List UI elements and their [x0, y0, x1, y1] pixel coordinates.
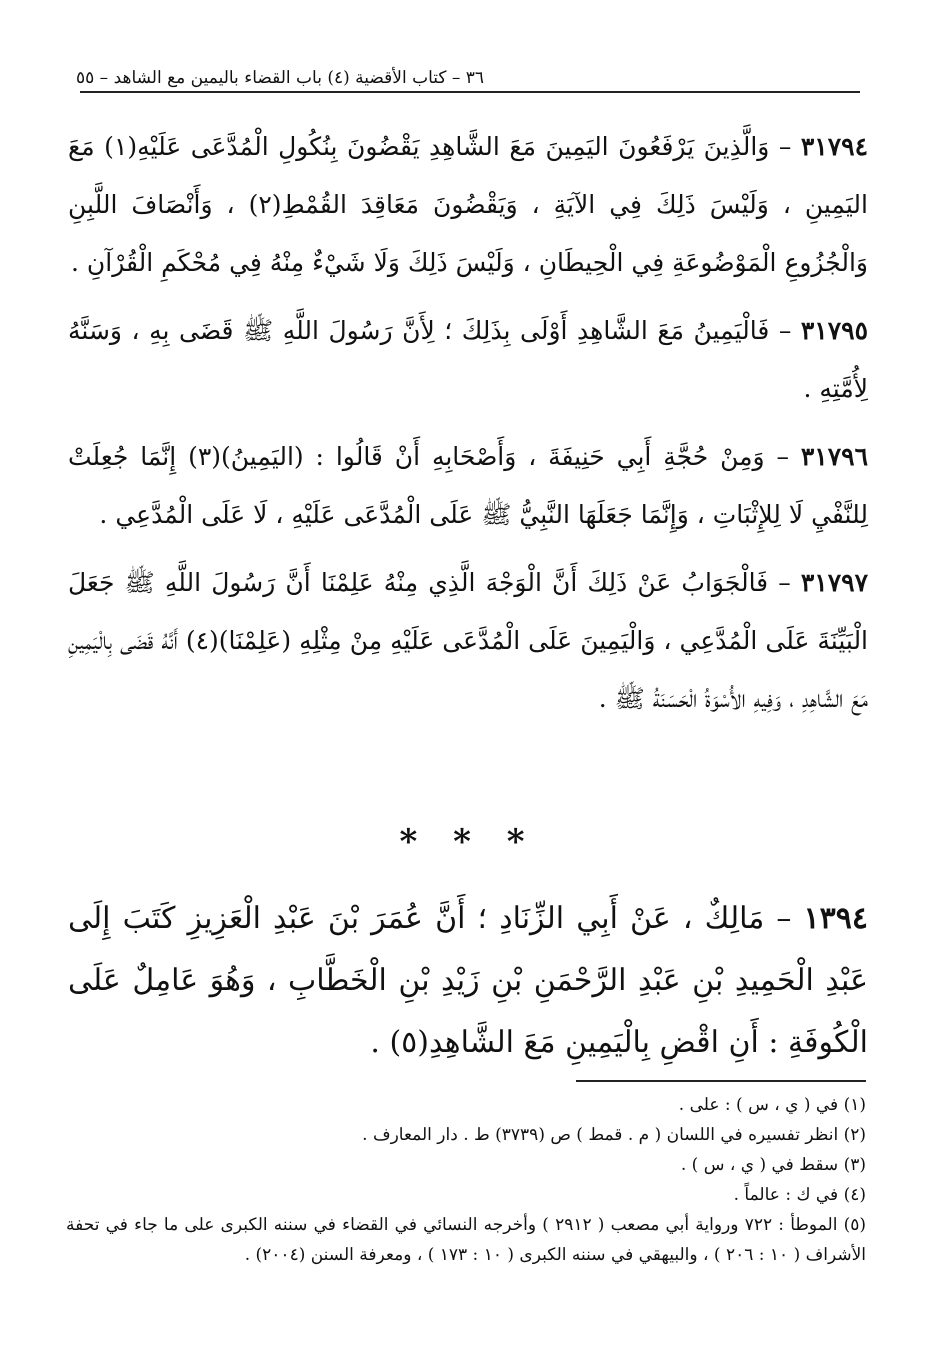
paragraph-31796 [68, 428, 868, 544]
footnotes [66, 1090, 866, 1270]
hadith-1394 [68, 888, 868, 1074]
paragraph-number: ٣١٧٩٦ [800, 442, 868, 471]
footnote-2: (٢) انظر تفسيره في اللسان ( م . قمط ) ص (٣٧٣٩) ط . دار المعارف . [362, 1125, 866, 1145]
header-rule [80, 91, 860, 93]
paragraph-text: – وَالَّذِينَ يَرْفَعُونَ اليَمِينَ مَعَ الشَّاهِدِ يَقْضُونَ بِنُكُولِ الْمُدَّعَى عَلَيْهِ(١) مَعَ اليَمِينِ ، وَلَيْسَ ذَلِكَ فِي الآيَةِ ، وَيَقْضُونَ مَعَاقِدَ القُمْطِ(٢) ، وَأَنْصَافَ اللَّبِنِ وَالْجُزُوعِ الْمَوْضُوعَةِ فِي الْحِيطَانِ ، وَلَيْسَ ذَلِكَ وَلَا شَيْءٌ مِنْهُ فِي مُحْكَمِ الْقُرْآنِ . [68, 132, 868, 277]
paragraph-31794 [68, 118, 868, 292]
footnote-rule [576, 1080, 866, 1082]
paragraph-31797 [68, 554, 868, 728]
paragraph-31795 [68, 302, 868, 418]
main-text [68, 118, 868, 738]
footnote-5: (٥) الموطأ : ٧٢٢ ورواية أبي مصعب ( ٢٩١٢ ) وأخرجه النسائي في القضاء في سننه الكبرى على ما جاء في تحفة الأشراف ( ١٠ : ٢٠٦ ) ، والبيهقي في سننه الكبرى ( ١٠ : ١٧٣ ) ، ومعرفة السنن (٢٠٠٤) . [66, 1215, 867, 1265]
hadith-text: – مَالِكٌ ، عَنْ أَبِي الزِّنَادِ ؛ أَنَّ عُمَرَ بْنَ عَبْدِ الْعَزِيزِ كَتَبَ إِلَى عَبْدِ الْحَمِيدِ بْنِ عَبْدِ الرَّحْمَنِ بْنِ زَيْدِ بْنِ الْخَطَّابِ ، وَهُوَ عَامِلٌ عَلَى الْكُوفَةِ : أَنِ اقْضِ بِالْيَمِينِ مَعَ الشَّاهِدِ(٥) . [68, 901, 868, 1060]
paragraph-text: – وَمِنْ حُجَّةِ أَبِي حَنِيفَةَ ، وَأَصْحَابِهِ أَنْ قَالُوا : (اليَمِينُ)(٣) إِنَّمَا جُعِلَتْ لِلنَّفْيِ لَا لِلإِثْبَاتِ ، وَإِنَّمَا جَعَلَهَا النَّبِيُّ ﷺ عَلَى الْمُدَّعَى عَلَيْهِ ، لَا عَلَى الْمُدَّعِي . [68, 442, 868, 529]
paragraph-number: ٣١٧٩٤ [800, 132, 868, 161]
paragraph-number: ٣١٧٩٧ [800, 568, 868, 597]
footnote-3: (٣) سقط في ( ي ، س ) . [680, 1155, 866, 1175]
paragraph-number: ٣١٧٩٥ [800, 316, 868, 345]
paragraph-text: – فَالْجَوَابُ عَنْ ذَلِكَ أَنَّ الْوَجْهَ الَّذِي مِنْهُ عَلِمْنَا أَنَّ رَسُولَ اللَّهِ ﷺ جَعَلَ الْبَيِّنَةَ عَلَى الْمُدَّعِي ، وَالْيَمِينَ عَلَى الْمُدَّعَى عَلَيْهِ مِنْ مِثْلِهِ (عَلِمْنَا)(٤) أَنَّهُ قَضَى بِالْيَمِينِ مَعَ الشَّاهِدِ ، وَفِيهِ الأُسْوَةُ الْحَسَنَةُ ﷺ . [68, 568, 869, 713]
footnote-4: (٤) في ك : عالماً . [733, 1185, 866, 1205]
hadith-number: ١٣٩٤ [803, 901, 868, 936]
running-head: ٣٦ – كتاب الأقضية (٤) باب القضاء باليمين مع الشاهد – ٥٥ [76, 68, 485, 88]
footnote-1: (١) في ( ي ، س ) : على . [678, 1095, 866, 1115]
section-separator: * * * [399, 822, 537, 862]
paragraph-text: – فَالْيَمِينُ مَعَ الشَّاهِدِ أَوْلَى بِذَلِكَ ؛ لِأَنَّ رَسُولَ اللَّهِ ﷺ قَضَى بِهِ ، وَسَنَّهُ لِأُمَّتِهِ . [68, 316, 868, 403]
